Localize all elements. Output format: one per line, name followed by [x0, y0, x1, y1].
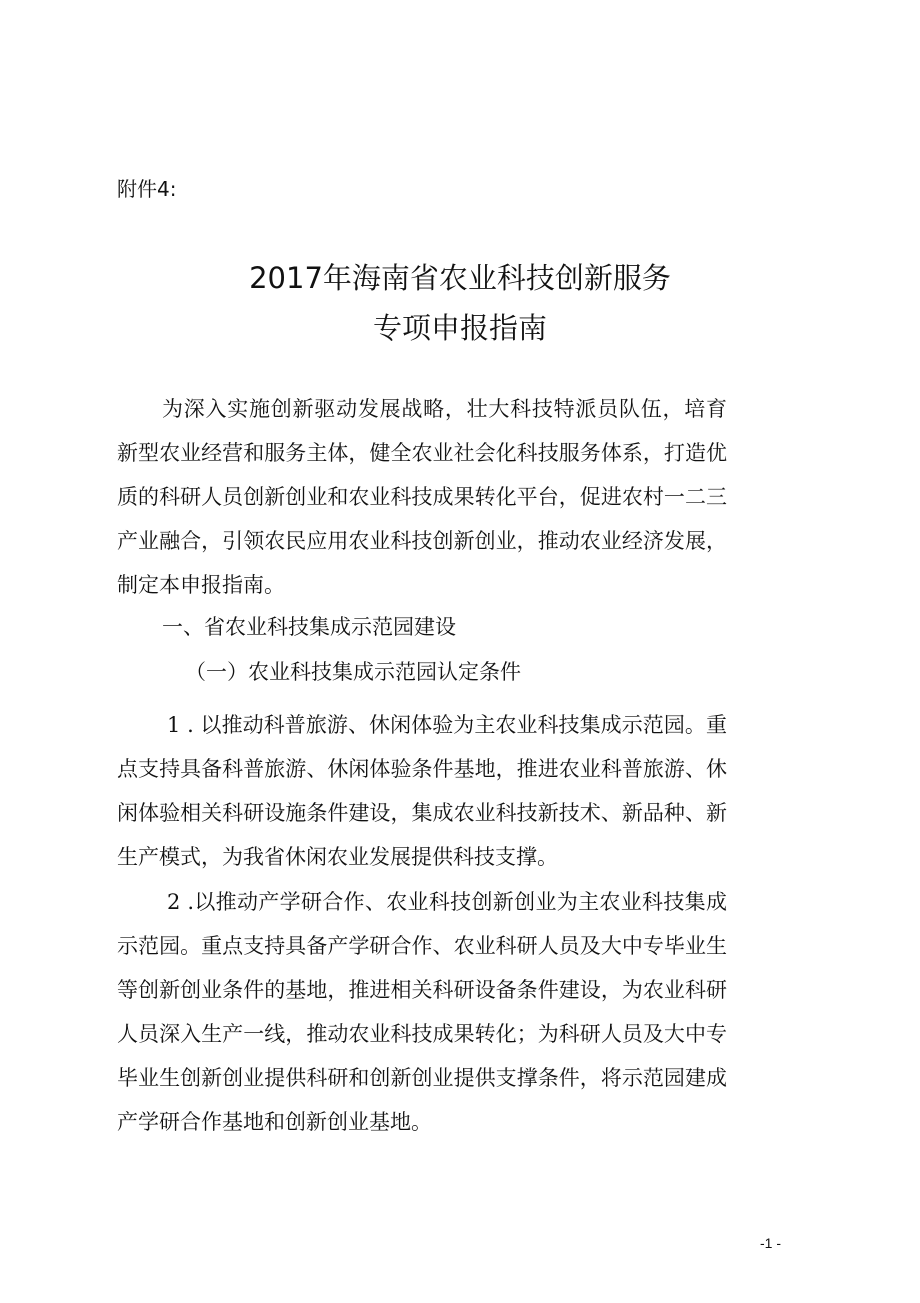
section-heading-1: 一、省农业科技集成示范园建设 [162, 615, 456, 639]
intro-paragraph: 为深入实施创新驱动发展战略，壮大科技特派员队伍，培育新型农业经营和服务主体，健全农业社会化科技服务体系，打造优质的科研人员创新创业和农业科技成果转化平台，促进农村一二三产业融合，引领农民应用农业科技创新创业，推动农业经济发展，制定本申报指南。 [117, 397, 727, 597]
subsection-heading-1: （一）农业科技集成示范园认定条件 [185, 660, 521, 684]
document-title-line1: 2017年海南省农业科技创新服务 [249, 261, 671, 295]
list-item: 1 . 以推动科普旅游、休闲体验为主农业科技集成示范园。重点支持具备科普旅游、休闲体验条件基地，推进农业科普旅游、休闲体验相关科研设施条件建设，集成农业科技新技术、新品种、新生产模式，为我省休闲农业发展提供科技支撑。 [117, 713, 727, 869]
attachment-label: 附件4: [117, 177, 177, 201]
list-item: 2 .以推动产学研合作、农业科技创新创业为主农业科技集成示范园。重点支持具备产学研合作、农业科研人员及大中专毕业生等创新创业条件的基地，推进相关科研设备条件建设，为农业科研人员深入生产一线，推动农业科技成果转化；为科研人员及大中专毕业生创新创业提供科研和创新创业提供支撑条件，将示范园建成产学研合作基地和创新创业基地。 [117, 890, 727, 1134]
document-title-line2: 专项申报指南 [372, 311, 547, 345]
page-number: -1 - [760, 1235, 781, 1251]
